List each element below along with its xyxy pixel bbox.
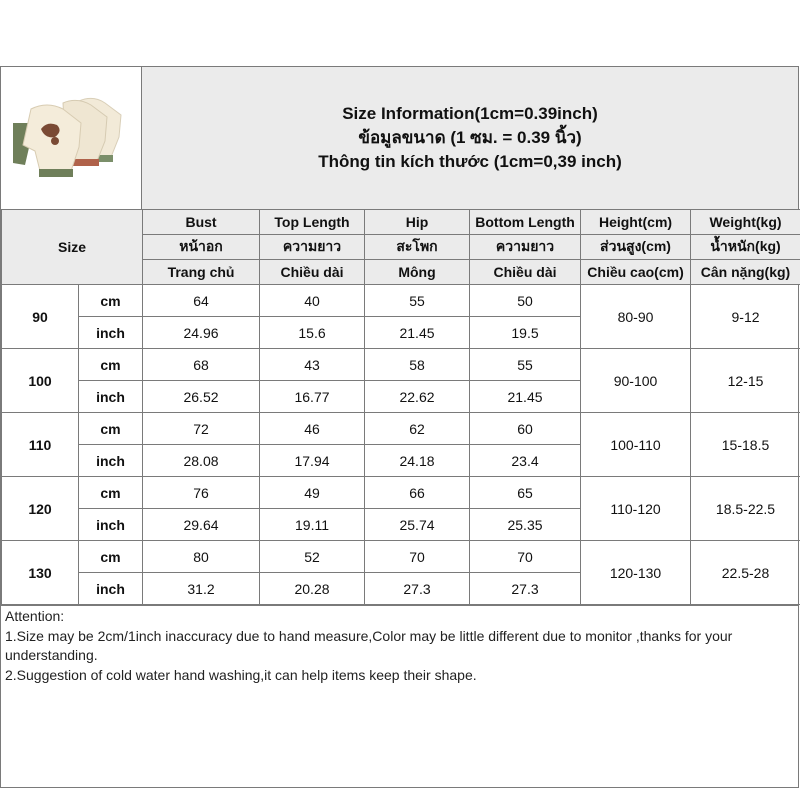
unit-label-inch: inch <box>79 381 143 413</box>
height-cell: 100-110 <box>581 413 691 477</box>
product-photo-graphic <box>1 67 141 207</box>
size-cell: 110 <box>2 413 79 477</box>
title-vietnamese: Thông tin kích thước (1cm=0,39 inch) <box>318 152 622 171</box>
col-header-hip-en: Hip <box>365 210 470 235</box>
col-header-bust-th: หน้าอก <box>143 235 260 260</box>
product-photo <box>1 67 142 209</box>
size-column-header: Size <box>2 210 143 285</box>
measurement-inch-cell: 31.2 <box>143 573 260 605</box>
size-cell: 120 <box>2 477 79 541</box>
attention-note-2: 2.Suggestion of cold water hand washing,it can help items keep their shape. <box>5 666 477 683</box>
measurement-cm-cell: 55 <box>365 285 470 317</box>
height-cell: 80-90 <box>581 285 691 349</box>
measurement-cm-cell: 52 <box>260 541 365 573</box>
col-header-weight-en: Weight(kg) <box>691 210 800 235</box>
measurement-cm-cell: 40 <box>260 285 365 317</box>
col-header-bust-en: Bust <box>143 210 260 235</box>
measurement-cm-cell: 46 <box>260 413 365 445</box>
col-header-hip-vi: Mông <box>365 260 470 285</box>
size-cell: 130 <box>2 541 79 605</box>
col-header-top-length-th: ความยาว <box>260 235 365 260</box>
col-header-bottom-length-vi: Chiều dài <box>470 260 581 285</box>
unit-label-cm: cm <box>79 477 143 509</box>
measurement-inch-cell: 16.77 <box>260 381 365 413</box>
col-header-height-th: ส่วนสูง(cm) <box>581 235 691 260</box>
measurement-inch-cell: 26.52 <box>143 381 260 413</box>
height-cell: 120-130 <box>581 541 691 605</box>
size-chart <box>0 66 799 788</box>
measurement-inch-cell: 29.64 <box>143 509 260 541</box>
measurement-cm-cell: 60 <box>470 413 581 445</box>
table-row <box>2 285 800 317</box>
size-table <box>1 209 800 605</box>
measurement-inch-cell: 19.11 <box>260 509 365 541</box>
title-english: Size Information(1cm=0.39inch) <box>342 104 598 123</box>
size-information-title <box>142 67 798 209</box>
measurement-cm-cell: 55 <box>470 349 581 381</box>
unit-label-inch: inch <box>79 445 143 477</box>
weight-cell: 12-15 <box>691 349 800 413</box>
measurement-inch-cell: 28.08 <box>143 445 260 477</box>
measurement-cm-cell: 58 <box>365 349 470 381</box>
col-header-bottom-length-th: ความยาว <box>470 235 581 260</box>
measurement-inch-cell: 24.96 <box>143 317 260 349</box>
unit-label-cm: cm <box>79 541 143 573</box>
unit-label-cm: cm <box>79 285 143 317</box>
unit-label-cm: cm <box>79 413 143 445</box>
measurement-inch-cell: 25.74 <box>365 509 470 541</box>
table-row <box>2 349 800 381</box>
size-cell: 100 <box>2 349 79 413</box>
col-header-top-length-vi: Chiều dài <box>260 260 365 285</box>
title-thai: ข้อมูลขนาด (1 ซม. = 0.39 นิ้ว) <box>358 128 582 147</box>
weight-cell: 22.5-28 <box>691 541 800 605</box>
weight-cell: 18.5-22.5 <box>691 477 800 541</box>
col-header-height-en: Height(cm) <box>581 210 691 235</box>
measurement-cm-cell: 50 <box>470 285 581 317</box>
measurement-cm-cell: 80 <box>143 541 260 573</box>
col-header-hip-th: สะโพก <box>365 235 470 260</box>
col-header-weight-vi: Cân nặng(kg) <box>691 260 800 285</box>
measurement-cm-cell: 70 <box>470 541 581 573</box>
attention-note-1: 1.Size may be 2cm/1inch inaccuracy due to hand measure,Color may be little different due to monitor ,thanks for your understanding. <box>5 627 733 663</box>
table-row <box>2 477 800 509</box>
attention-notes <box>1 605 798 787</box>
unit-label-inch: inch <box>79 573 143 605</box>
measurement-inch-cell: 27.3 <box>365 573 470 605</box>
unit-label-inch: inch <box>79 317 143 349</box>
attention-heading: Attention: <box>5 608 65 624</box>
measurement-inch-cell: 22.62 <box>365 381 470 413</box>
measurement-inch-cell: 17.94 <box>260 445 365 477</box>
col-header-height-vi: Chiều cao(cm) <box>581 260 691 285</box>
measurement-inch-cell: 20.28 <box>260 573 365 605</box>
weight-cell: 9-12 <box>691 285 800 349</box>
measurement-cm-cell: 70 <box>365 541 470 573</box>
measurement-inch-cell: 25.35 <box>470 509 581 541</box>
measurement-inch-cell: 23.4 <box>470 445 581 477</box>
measurement-inch-cell: 21.45 <box>470 381 581 413</box>
table-row <box>2 413 800 445</box>
measurement-inch-cell: 24.18 <box>365 445 470 477</box>
measurement-cm-cell: 43 <box>260 349 365 381</box>
measurement-inch-cell: 19.5 <box>470 317 581 349</box>
measurement-cm-cell: 62 <box>365 413 470 445</box>
weight-cell: 15-18.5 <box>691 413 800 477</box>
col-header-bottom-length-en: Bottom Length <box>470 210 581 235</box>
measurement-inch-cell: 15.6 <box>260 317 365 349</box>
measurement-inch-cell: 27.3 <box>470 573 581 605</box>
unit-label-inch: inch <box>79 509 143 541</box>
unit-label-cm: cm <box>79 349 143 381</box>
measurement-cm-cell: 64 <box>143 285 260 317</box>
col-header-bust-vi: Trang chủ <box>143 260 260 285</box>
measurement-cm-cell: 68 <box>143 349 260 381</box>
measurement-cm-cell: 66 <box>365 477 470 509</box>
table-row <box>2 541 800 573</box>
measurement-cm-cell: 65 <box>470 477 581 509</box>
col-header-weight-th: น้ำหนัก(kg) <box>691 235 800 260</box>
measurement-cm-cell: 76 <box>143 477 260 509</box>
measurement-cm-cell: 49 <box>260 477 365 509</box>
height-cell: 110-120 <box>581 477 691 541</box>
measurement-cm-cell: 72 <box>143 413 260 445</box>
height-cell: 90-100 <box>581 349 691 413</box>
col-header-top-length-en: Top Length <box>260 210 365 235</box>
measurement-inch-cell: 21.45 <box>365 317 470 349</box>
size-cell: 90 <box>2 285 79 349</box>
